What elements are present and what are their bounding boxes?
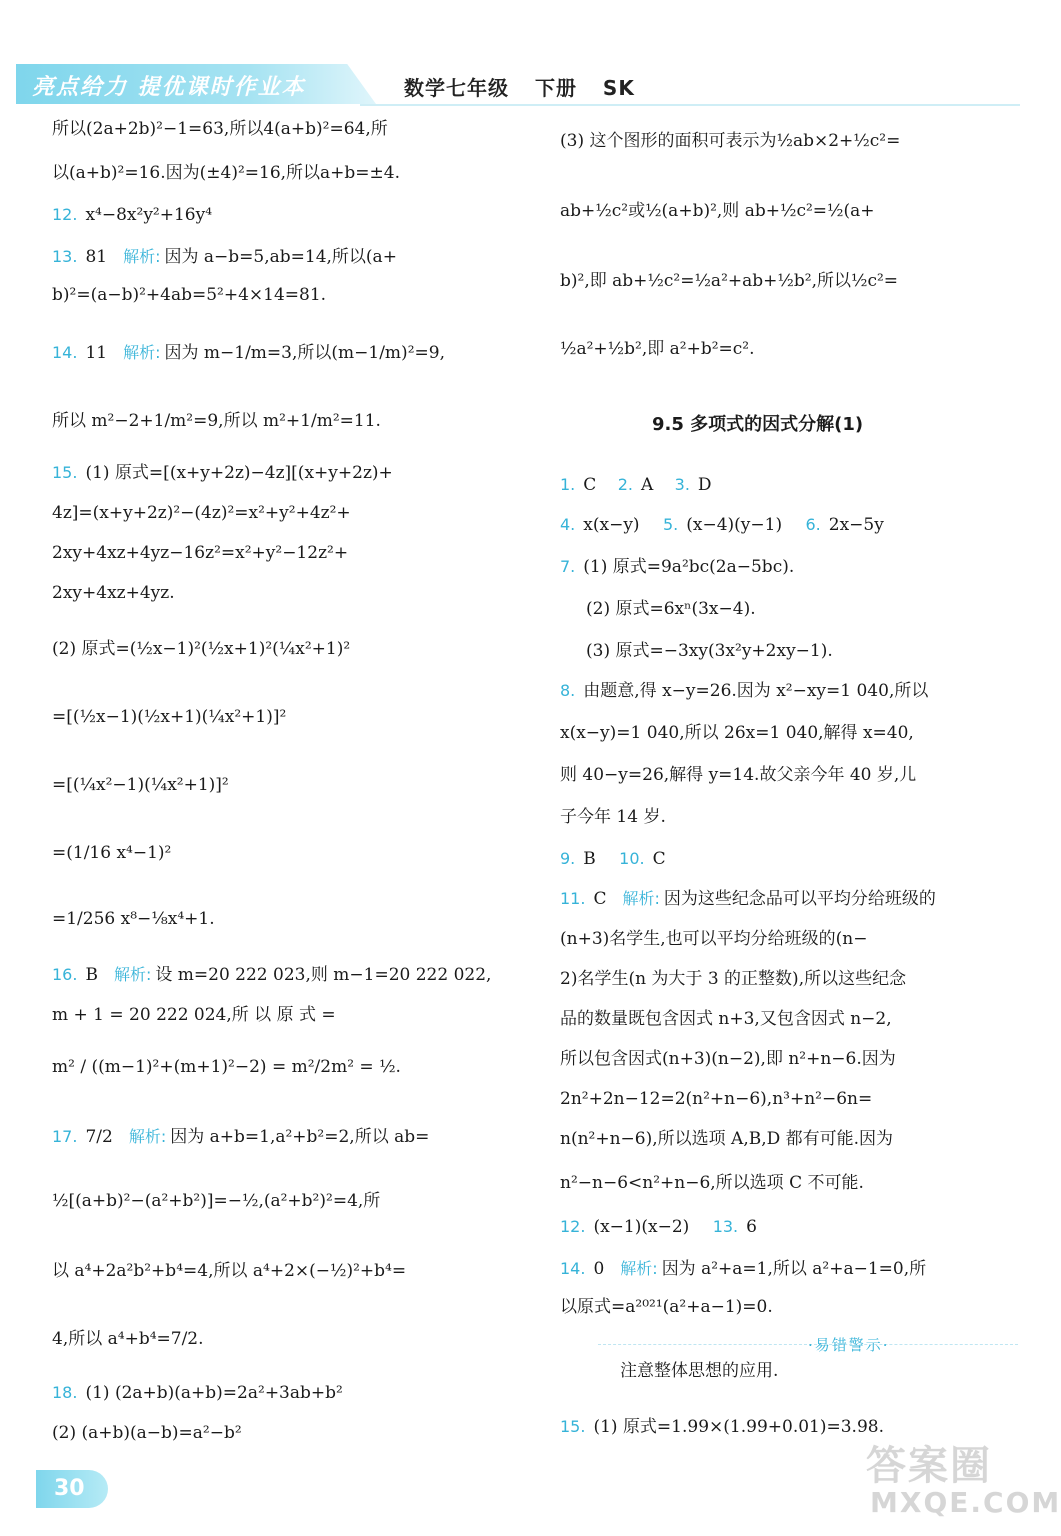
answer-number: 14.: [52, 343, 78, 362]
analysis-tag: 解析:: [128, 1127, 167, 1146]
answer-line: =1/256 x⁸−⅛x⁴+1.: [52, 909, 215, 929]
answer-number: 14.: [560, 1259, 586, 1278]
answer-number: 16.: [52, 965, 78, 984]
answers-4-6: 4. x(x−y) 5. (x−4)(y−1) 6. 2x−5y: [560, 515, 884, 535]
answer-line: =[(¼x²−1)(¼x²+1)]²: [52, 775, 229, 795]
answer-line: 以原式=a²⁰²¹(a²+a−1)=0.: [560, 1297, 773, 1317]
section-title: 9.5 多项式的因式分解(1): [652, 414, 864, 435]
answer-15: 15. (1) 原式=[(x+y+2z)−4z][(x+y+2z)+: [52, 463, 393, 483]
answer-line: 2)名学生(n 为大于 3 的正整数),所以这些纪念: [560, 969, 907, 989]
answer-line: (2) (a+b)(a−b)=a²−b²: [52, 1423, 242, 1443]
answer-line: m² / ((m−1)²+(m+1)²−2) = m²/2m² = ½.: [52, 1057, 401, 1077]
answer-line: ½a²+½b²,即 a²+b²=c².: [560, 339, 755, 359]
answer-16: 16. B 解析: 设 m=20 222 023,则 m−1=20 222 022,: [52, 965, 492, 985]
answer-17: 17. 7/2 解析: 因为 a+b=1,a²+b²=2,所以 ab=: [52, 1127, 430, 1147]
brand-title: 亮点给力 提优课时作业本: [32, 75, 306, 100]
answer-line: 4,所以 a⁴+b⁴=7/2.: [52, 1329, 204, 1349]
answer-line: 子今年 14 岁.: [560, 807, 666, 827]
answer-line: n²−n−6<n²+n−6,所以选项 C 不可能.: [560, 1173, 864, 1193]
answers-9-10: 9. B 10. C: [560, 849, 666, 869]
answer-line: 以(a+b)²=16.因为(±4)²=16,所以a+b=±4.: [52, 163, 401, 183]
answer-line: m + 1 = 20 222 024,所 以 原 式 =: [52, 1005, 336, 1025]
answer-line: (n+3)名学生,也可以平均分给班级的(n−: [560, 929, 868, 949]
answer-line: 2xy+4xz+4yz.: [52, 583, 175, 603]
answer-line: 2n²+2n−12=2(n²+n−6),n³+n²−6n=: [560, 1089, 873, 1109]
answer-12: 12. x⁴−8x²y²+16y⁴: [52, 205, 213, 225]
answer-line: 品的数量既包含因式 n+3,又包含因式 n−2,: [560, 1009, 892, 1029]
answer-line: =(1/16 x⁴−1)²: [52, 843, 172, 863]
answer-line: 所以 m²−2+1/m²=9,所以 m²+1/m²=11.: [52, 411, 381, 431]
answer-line: x(x−y)=1 040,所以 26x=1 040,解得 x=40,: [560, 723, 914, 743]
watermark-logo: 答案圈 MXQE.COM: [866, 1443, 1061, 1519]
answer-line: b)²=(a−b)²+4ab=5²+4×14=81.: [52, 285, 327, 305]
analysis-tag: 解析:: [123, 343, 161, 362]
page-number: 30: [54, 1476, 85, 1501]
answer-number: 18.: [52, 1383, 78, 1402]
analysis-tag: 解析:: [620, 1259, 658, 1278]
answers-12-13: 12. (x−1)(x−2) 13. 6: [560, 1217, 757, 1237]
answer-line: =[(½x−1)(½x+1)(¼x²+1)]²: [52, 707, 287, 727]
answer-line: 2xy+4xz+4yz−16z²=x²+y²−12z²+: [52, 543, 349, 563]
answer-line: 以 a⁴+2a²b²+b⁴=4,所以 a⁴+2×(−½)²+b⁴=: [52, 1261, 407, 1281]
answer-line: (2) 原式=(½x−1)²(½x+1)²(¼x²+1)²: [52, 639, 351, 659]
answer-line: ab+½c²或½(a+b)²,则 ab+½c²=½(a+: [560, 201, 875, 221]
answer-line: n(n²+n−6),所以选项 A,B,D 都有可能.因为: [560, 1129, 894, 1149]
answer-18: 18. (1) (2a+b)(a+b)=2a²+3ab+b²: [52, 1383, 343, 1403]
header-rule: [360, 104, 1020, 106]
answer-line: b)²,即 ab+½c²=½a²+ab+½b²,所以½c²=: [560, 271, 899, 291]
answer-14: 14. 11 解析: 因为 m−1/m=3,所以(m−1/m)²=9,: [52, 343, 445, 363]
answer-line: (3) 这个图形的面积可表示为½ab×2+½c²=: [560, 131, 901, 151]
answer-line: 所以(2a+2b)²−1=63,所以4(a+b)²=64,所: [52, 119, 388, 139]
answer-line: (3) 原式=−3xy(3x²y+2xy−1).: [586, 641, 833, 661]
answer-number: 8.: [560, 681, 576, 700]
note-title: ·易错警示·: [808, 1336, 890, 1354]
answer-11: 11. C 解析: 因为这些纪念品可以平均分给班级的: [560, 889, 936, 909]
page-header: [0, 64, 1038, 108]
answer-8: 8. 由题意,得 x−y=26.因为 x²−xy=1 040,所以: [560, 681, 929, 701]
error-warning-note: [598, 1334, 1018, 1392]
analysis-tag: 解析:: [622, 889, 660, 908]
answer-line: 所以包含因式(n+3)(n−2),即 n²+n−6.因为: [560, 1049, 896, 1069]
answer-7: 7. (1) 原式=9a²bc(2a−5bc).: [560, 557, 795, 577]
page-number-tab: [36, 1470, 108, 1508]
answer-number: 17.: [52, 1127, 78, 1146]
answer-15: 15. (1) 原式=1.99×(1.99+0.01)=3.98.: [560, 1417, 884, 1437]
book-subtitle: 数学七年级 下册 SK: [404, 76, 635, 100]
answer-14: 14. 0 解析: 因为 a²+a=1,所以 a²+a−1=0,所: [560, 1259, 927, 1279]
answer-line: 4z]=(x+y+2z)²−(4z)²=x²+y²+4z²+: [52, 503, 351, 523]
answer-line: 则 40−y=26,解得 y=14.故父亲今年 40 岁,儿: [560, 765, 917, 785]
note-text: 注意整体思想的应用.: [620, 1361, 779, 1381]
answer-line: ½[(a+b)²−(a²+b²)]=−½,(a²+b²)²=4,所: [52, 1191, 381, 1211]
answer-number: 13.: [52, 247, 78, 266]
answer-number: 15.: [52, 463, 78, 482]
answer-13: 13. 81 解析: 因为 a−b=5,ab=14,所以(a+: [52, 247, 397, 267]
answer-number: 11.: [560, 889, 586, 908]
answer-number: 15.: [560, 1417, 586, 1436]
analysis-tag: 解析:: [113, 965, 152, 984]
answer-number: 7.: [560, 557, 576, 576]
analysis-tag: 解析:: [123, 247, 161, 266]
answer-line: (2) 原式=6xⁿ(3x−4).: [586, 599, 756, 619]
answers-1-3: 1. C 2. A 3. D: [560, 475, 712, 495]
answer-number: 12.: [52, 205, 78, 224]
